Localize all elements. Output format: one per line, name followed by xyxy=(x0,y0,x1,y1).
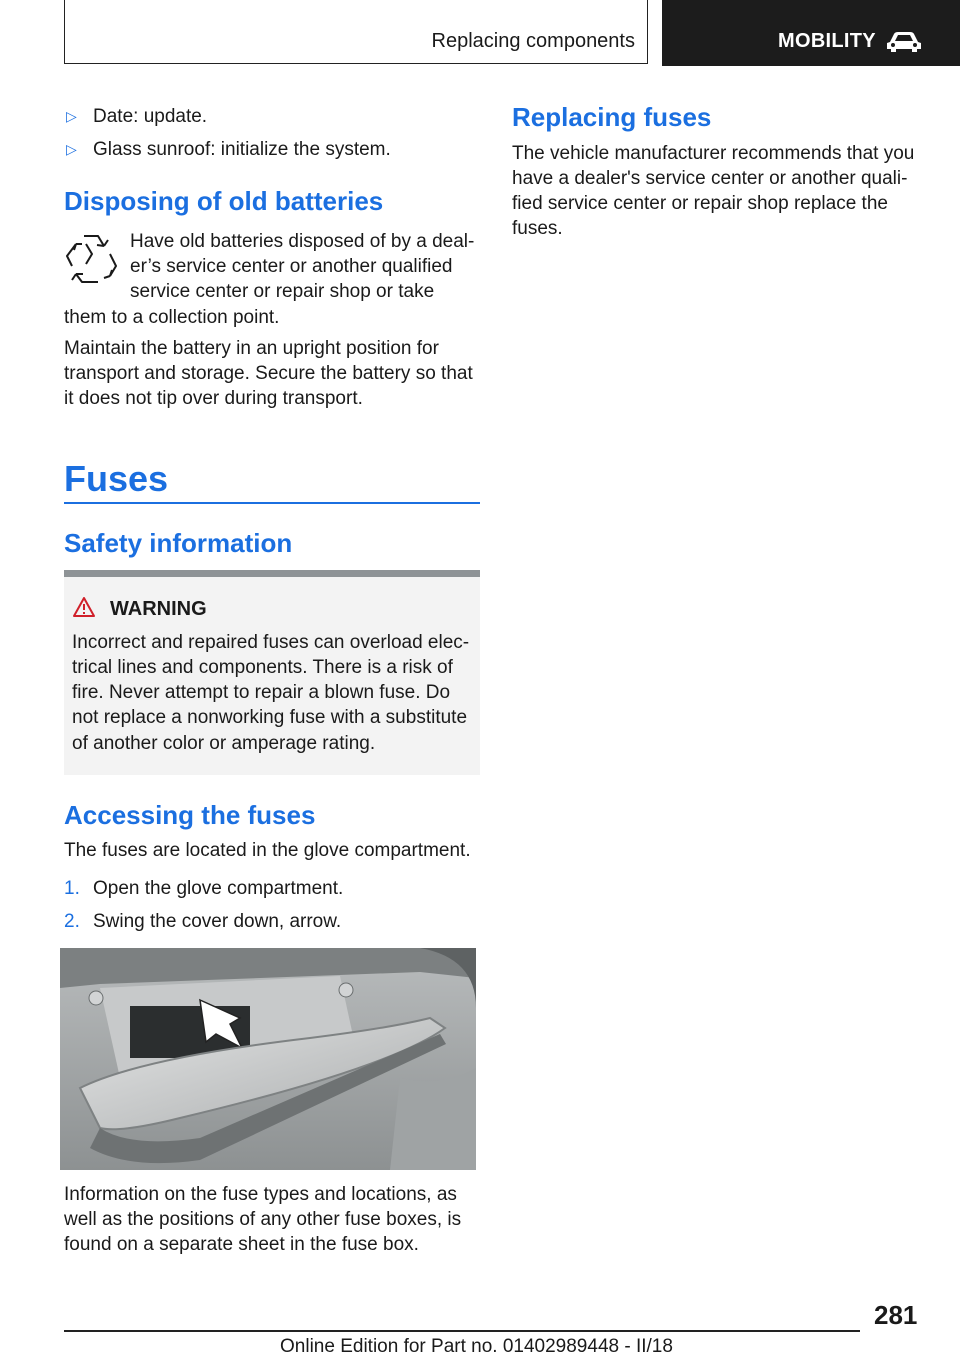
warning-text-line: trical lines and components. There is a risk of xyxy=(72,657,453,678)
page-number: 281 xyxy=(874,1300,918,1330)
caption-line: found on a separate sheet in the fuse box. xyxy=(64,1234,419,1255)
replacing-fuses-line: fuses. xyxy=(512,218,563,239)
disposing-heading: Disposing of old batteries xyxy=(64,186,384,216)
warning-text-line: not replace a nonworking fuse with a substitute xyxy=(72,707,468,728)
glove-compartment-photo xyxy=(60,948,476,1170)
fuses-heading-rule xyxy=(64,502,480,504)
disposing-text-line: Have old batteries disposed of by a deal‐ xyxy=(130,231,475,252)
step-text: Swing the cover down, arrow. xyxy=(93,911,342,932)
disposing-text-line: service center or repair shop or take xyxy=(130,281,435,302)
edition-text: Online Edition for Part no. 01402989448 - II/18 xyxy=(280,1336,673,1357)
battery-storage-line: it does not tip over during transport. xyxy=(64,388,363,409)
section-title: Replacing components xyxy=(431,30,635,52)
disposing-text-line: er’s service center or another qualified xyxy=(130,256,453,277)
step-number: 1. xyxy=(64,878,80,899)
fuses-heading: Fuses xyxy=(64,458,169,499)
warning-triangle-icon xyxy=(72,596,96,618)
bullet-icon: ▷ xyxy=(66,141,77,157)
battery-storage-line: Maintain the battery in an upright position for xyxy=(64,338,439,359)
replacing-fuses-line: The vehicle manufacturer recommends that you xyxy=(512,143,915,164)
replacing-fuses-line: have a dealer's service center or another quali‐ xyxy=(512,168,908,189)
warning-text-line: fire. Never attempt to repair a blown fuse. Do xyxy=(72,682,451,703)
bullet-item: Date: update. xyxy=(93,106,208,127)
disposing-text-line: them to a collection point. xyxy=(64,307,280,328)
warning-text-line: of another color or amperage rating. xyxy=(72,733,376,754)
battery-storage-line: transport and storage. Secure the battery so that xyxy=(64,363,473,384)
accessing-intro: The fuses are located in the glove compartment. xyxy=(64,840,471,861)
mobility-tab-label[interactable]: MOBILITY xyxy=(778,30,876,52)
footer-rule xyxy=(64,1330,860,1332)
warning-top-bar xyxy=(64,570,480,577)
recycle-icon xyxy=(64,230,118,286)
bullet-icon: ▷ xyxy=(66,108,77,124)
bullet-item: Glass sunroof: initialize the system. xyxy=(93,139,391,160)
warning-text-line: Incorrect and repaired fuses can overload elec‐ xyxy=(72,632,470,653)
car-icon xyxy=(884,30,924,54)
replacing-fuses-line: fied service center or repair shop replace the xyxy=(512,193,888,214)
accessing-heading: Accessing the fuses xyxy=(64,800,316,830)
replacing-fuses-heading: Replacing fuses xyxy=(512,102,712,132)
safety-heading: Safety information xyxy=(64,528,293,558)
caption-line: Information on the fuse types and locations, as xyxy=(64,1184,457,1205)
step-number: 2. xyxy=(64,911,80,932)
warning-label: WARNING xyxy=(110,598,207,620)
caption-line: well as the positions of any other fuse boxes, is xyxy=(64,1209,462,1230)
step-text: Open the glove compartment. xyxy=(93,878,344,899)
